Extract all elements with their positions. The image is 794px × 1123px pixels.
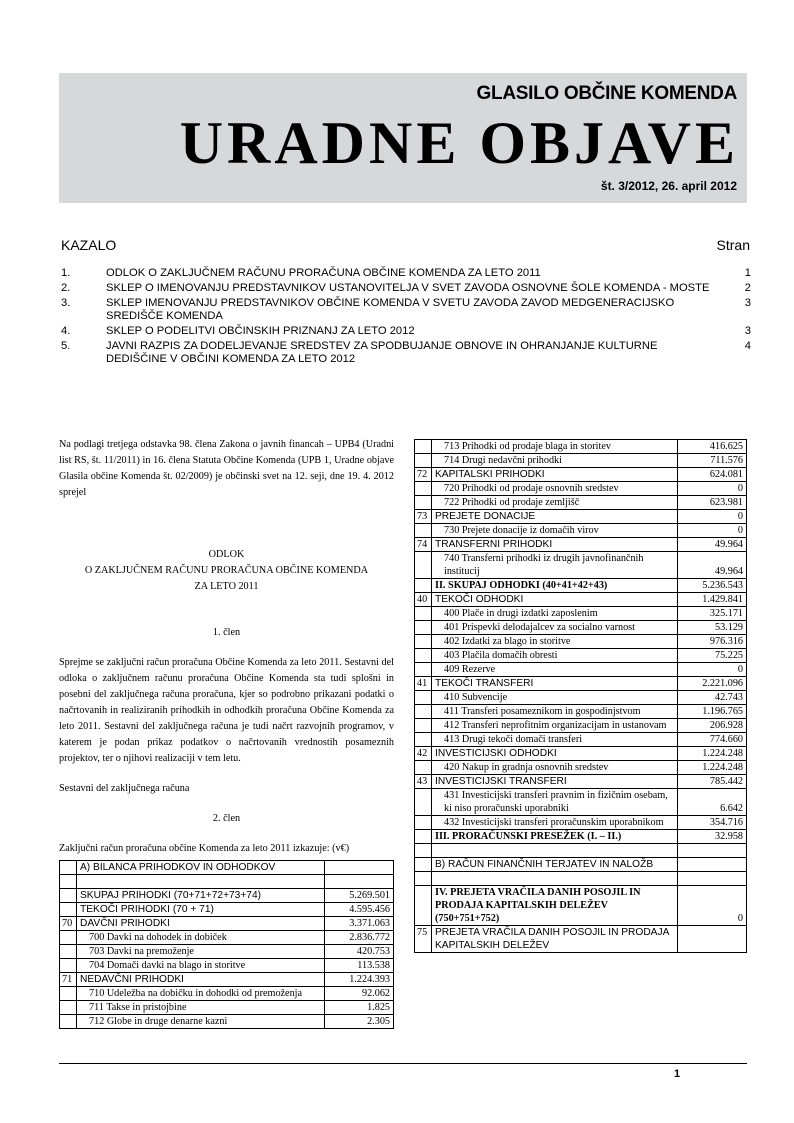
- account-value: [678, 844, 747, 858]
- account-value: 624.081: [678, 468, 747, 482]
- account-value: 206.928: [678, 719, 747, 733]
- account-label: TEKOČI PRIHODKI (70 + 71): [77, 903, 325, 917]
- article-2-heading: 2. člen: [212, 813, 241, 824]
- account-value: 0: [678, 510, 747, 524]
- account-code: [415, 621, 432, 635]
- account-code: [415, 454, 432, 468]
- toc-item-number: 2.: [61, 282, 71, 294]
- account-value: 416.625: [678, 440, 747, 454]
- table-row: [415, 621, 747, 635]
- account-value: 623.981: [678, 496, 747, 510]
- account-value: 354.716: [678, 816, 747, 830]
- account-label: IV. PREJETA VRAČILA DANIH POSOJIL IN PRODAJA KAPITALSKIH DELEŽEV (750+751+752): [432, 886, 678, 926]
- table-row: [415, 635, 747, 649]
- account-label: 410 Subvencije: [432, 691, 678, 705]
- table-row: [415, 719, 747, 733]
- account-value: 976.316: [678, 635, 747, 649]
- table-row: [415, 510, 747, 524]
- table-row: [415, 789, 747, 816]
- account-code: [415, 663, 432, 677]
- account-label: PREJETA VRAČILA DANIH POSOJIL IN PRODAJA KAPITALSKIH DELEŽEV: [432, 926, 678, 953]
- account-label: 431 Investicijski transferi pravnim in fizičnim osebam, ki niso proračunski uporabniki: [432, 789, 678, 816]
- account-label: 703 Davki na premoženje: [77, 945, 325, 959]
- account-label: 712 Globe in druge denarne kazni: [77, 1015, 325, 1029]
- account-code: [415, 649, 432, 663]
- table-row: [60, 875, 394, 889]
- account-label: 740 Transferni prihodki iz drugih javnofinančnih institucij: [432, 552, 678, 579]
- account-value: [678, 926, 747, 953]
- table-row: [415, 705, 747, 719]
- table-row: [415, 482, 747, 496]
- article-1-heading: 1. člen: [212, 627, 241, 638]
- account-label: 403 Plačila domačih obresti: [432, 649, 678, 663]
- account-label: 704 Domači davki na blago in storitve: [77, 959, 325, 973]
- publication-name: GLASILO OBČINE KOMENDA: [476, 83, 737, 104]
- account-label: 710 Udeležba na dobičku in dohodki od premoženja: [77, 987, 325, 1001]
- account-code: [415, 761, 432, 775]
- account-label: 722 Prihodki od prodaje zemljišč: [432, 496, 678, 510]
- account-code: 72: [415, 468, 432, 482]
- table-row: [415, 677, 747, 691]
- table-row: [60, 931, 394, 945]
- account-code: [60, 875, 77, 889]
- account-value: 1.224.393: [325, 973, 394, 987]
- table-of-contents: [61, 267, 751, 368]
- toc-item-number: 4.: [61, 325, 71, 337]
- toc-item-page: 3: [744, 297, 751, 309]
- masthead: [59, 73, 747, 203]
- account-value: 1.429.841: [678, 593, 747, 607]
- account-value: 3.371.063: [325, 917, 394, 931]
- account-label: INVESTICIJSKI ODHODKI: [432, 747, 678, 761]
- table-row: [415, 926, 747, 953]
- account-value: 420.753: [325, 945, 394, 959]
- toc-item[interactable]: [61, 340, 751, 366]
- account-value: [678, 858, 747, 872]
- account-label: DAVČNI PRIHODKI: [77, 917, 325, 931]
- account-code: [415, 482, 432, 496]
- table-row: [60, 945, 394, 959]
- account-value: 32.958: [678, 830, 747, 844]
- toc-item-title: SKLEP O IMENOVANJU PREDSTAVNIKOV USTANOVITELJA V SVET ZAVODA OSNOVNE ŠOLE KOMENDA - MOSTE: [106, 282, 710, 294]
- table-row: [415, 830, 747, 844]
- account-value: 6.642: [678, 789, 747, 816]
- account-value: 711.576: [678, 454, 747, 468]
- account-label: 411 Transferi posameznikom in gospodinjstvom: [432, 705, 678, 719]
- toc-heading: KAZALO: [61, 237, 117, 253]
- account-label: INVESTICIJSKI TRANSFERI: [432, 775, 678, 789]
- toc-item-page: 4: [744, 340, 751, 352]
- account-code: 42: [415, 747, 432, 761]
- table-row: [415, 761, 747, 775]
- budget-table-left: [59, 860, 394, 1029]
- account-code: [415, 816, 432, 830]
- account-code: [415, 858, 432, 872]
- left-column: [59, 437, 394, 857]
- account-value: 53.129: [678, 621, 747, 635]
- account-value: 1.224.248: [678, 747, 747, 761]
- toc-page-heading: Stran: [716, 237, 750, 253]
- account-label: KAPITALSKI PRIHODKI: [432, 468, 678, 482]
- table-row: [60, 889, 394, 903]
- account-label: NEDAVČNI PRIHODKI: [77, 973, 325, 987]
- account-value: [325, 875, 394, 889]
- account-code: [60, 1001, 77, 1015]
- account-code: 71: [60, 973, 77, 987]
- toc-item-number: 3.: [61, 297, 71, 309]
- account-code: [60, 1015, 77, 1029]
- account-value: 774.660: [678, 733, 747, 747]
- account-value: 2.221.096: [678, 677, 747, 691]
- table-row: [60, 1001, 394, 1015]
- account-label: 714 Drugi nedavčni prihodki: [432, 454, 678, 468]
- account-label: PREJETE DONACIJE: [432, 510, 678, 524]
- account-value: 1.196.765: [678, 705, 747, 719]
- account-value: 785.442: [678, 775, 747, 789]
- account-label: 400 Plače in drugi izdatki zaposlenim: [432, 607, 678, 621]
- table-row: [415, 691, 747, 705]
- sestavni-del-text: Sestavni del zaključnega računa: [59, 783, 190, 794]
- table-row: [415, 775, 747, 789]
- toc-item-title: SKLEP O PODELITVI OBČINSKIH PRIZNANJ ZA LETO 2012: [106, 325, 415, 337]
- table-row: [415, 886, 747, 926]
- account-value: 1.224.248: [678, 761, 747, 775]
- account-code: 75: [415, 926, 432, 953]
- account-label: 402 Izdatki za blago in storitve: [432, 635, 678, 649]
- account-label: 730 Prejete donacije iz domačih virov: [432, 524, 678, 538]
- table-row: [415, 552, 747, 579]
- account-code: [415, 440, 432, 454]
- account-value: [678, 872, 747, 886]
- account-value: 113.538: [325, 959, 394, 973]
- account-value: 75.225: [678, 649, 747, 663]
- account-value: 49.964: [678, 538, 747, 552]
- toc-item-page: 2: [744, 282, 751, 294]
- account-code: [415, 733, 432, 747]
- toc-item-number: 5.: [61, 340, 71, 352]
- account-label: 711 Takse in pristojbine: [77, 1001, 325, 1015]
- account-label: TEKOČI ODHODKI: [432, 593, 678, 607]
- intro-paragraph: Na podlagi tretjega odstavka 98. člena Zakona o javnih financah – UPB4 (Uradni list RS, št. 11/2011) in 16. člena Statuta Občine Komenda (UPB 1, Uradne objave Glasila občine Komenda št. 02/2009) je občinski svet na 12. seji, dne 19. 4. 2012 sprejel: [59, 439, 394, 498]
- account-label: II. SKUPAJ ODHODKI (40+41+42+43): [432, 579, 678, 593]
- table-row: [60, 973, 394, 987]
- toc-item-page: 1: [744, 267, 751, 279]
- account-label: 409 Rezerve: [432, 663, 678, 677]
- table-row: [60, 987, 394, 1001]
- account-code: [415, 789, 432, 816]
- account-code: 43: [415, 775, 432, 789]
- account-label: 420 Nakup in gradnja osnovnih sredstev: [432, 761, 678, 775]
- account-value: 5.269.501: [325, 889, 394, 903]
- account-value: 0: [678, 886, 747, 926]
- account-label: TEKOČI TRANSFERI: [432, 677, 678, 691]
- account-code: 70: [60, 917, 77, 931]
- account-code: 74: [415, 538, 432, 552]
- account-code: [60, 889, 77, 903]
- table-row: [415, 663, 747, 677]
- account-code: [415, 830, 432, 844]
- page-title: URADNE OBJAVE: [179, 110, 739, 176]
- account-code: 40: [415, 593, 432, 607]
- account-label: [432, 844, 678, 858]
- toc-item-number: 1.: [61, 267, 71, 279]
- toc-item-title: ODLOK O ZAKLJUČNEM RAČUNU PRORAČUNA OBČINE KOMENDA ZA LETO 2011: [106, 267, 541, 279]
- account-value: 0: [678, 524, 747, 538]
- table-row: [60, 861, 394, 875]
- account-value: 0: [678, 663, 747, 677]
- account-label: SKUPAJ PRIHODKI (70+71+72+73+74): [77, 889, 325, 903]
- table-row: [415, 538, 747, 552]
- table-row: [60, 903, 394, 917]
- account-label: 412 Transferi neprofitnim organizacijam in ustanovam: [432, 719, 678, 733]
- toc-item-title: SKLEP IMENOVANJU PREDSTAVNIKOV OBČINE KOMENDA V SVETU ZAVODA ZAVOD MEDGENERACIJSKO SREDIŠČE KOMENDA: [106, 297, 675, 322]
- toc-item-page: 3: [744, 325, 751, 337]
- toc-item[interactable]: [61, 297, 751, 323]
- table-row: [415, 496, 747, 510]
- account-code: [60, 931, 77, 945]
- footer-divider: [59, 1063, 747, 1064]
- account-code: [415, 607, 432, 621]
- account-code: [415, 719, 432, 733]
- account-value: 42.743: [678, 691, 747, 705]
- table-row: [415, 649, 747, 663]
- account-code: [415, 496, 432, 510]
- account-label: 720 Prihodki od prodaje osnovnih sredstev: [432, 482, 678, 496]
- table-row: [415, 733, 747, 747]
- table-row: [60, 917, 394, 931]
- account-code: 41: [415, 677, 432, 691]
- account-value: 2.836.772: [325, 931, 394, 945]
- account-code: [415, 635, 432, 649]
- account-label: 432 Investicijski transferi proračunskim uporabnikom: [432, 816, 678, 830]
- table-row: [415, 524, 747, 538]
- account-value: 92.062: [325, 987, 394, 1001]
- account-code: [415, 844, 432, 858]
- table-row: [60, 959, 394, 973]
- toc-item-title: JAVNI RAZPIS ZA DODELJEVANJE SREDSTEV ZA SPODBUJANJE OBNOVE IN OHRANJANJE KULTURNE DEDIŠČINE V OBČINI KOMENDA ZA LETO 2012: [106, 340, 658, 365]
- account-code: 73: [415, 510, 432, 524]
- table-row: [415, 858, 747, 872]
- account-code: [60, 861, 77, 875]
- table-row: [415, 747, 747, 761]
- account-value: 325.171: [678, 607, 747, 621]
- odlok-title: ODLOK: [208, 549, 245, 560]
- account-label: B) RAČUN FINANČNIH TERJATEV IN NALOŽB: [432, 858, 678, 872]
- table-row: [415, 440, 747, 454]
- table-row: [415, 468, 747, 482]
- account-value: 5.236.543: [678, 579, 747, 593]
- account-code: [60, 903, 77, 917]
- table-row: [415, 579, 747, 593]
- table-row: [415, 607, 747, 621]
- account-label: III. PRORAČUNSKI PRESEŽEK (I. – II.): [432, 830, 678, 844]
- account-label: A) BILANCA PRIHODKOV IN ODHODKOV: [77, 861, 325, 875]
- account-code: [415, 524, 432, 538]
- account-value: 2.305: [325, 1015, 394, 1029]
- account-code: [60, 945, 77, 959]
- account-code: [60, 959, 77, 973]
- account-value: 4.595.456: [325, 903, 394, 917]
- account-value: [325, 861, 394, 875]
- toc-item[interactable]: [61, 282, 751, 295]
- account-label: 700 Davki na dohodek in dobiček: [77, 931, 325, 945]
- table-row: [415, 593, 747, 607]
- account-label: TRANSFERNI PRIHODKI: [432, 538, 678, 552]
- account-label: 713 Prihodki od prodaje blaga in storitev: [432, 440, 678, 454]
- account-value: 1.825: [325, 1001, 394, 1015]
- odlok-subtitle: O ZAKLJUČNEM RAČUNU PRORAČUNA OBČINE KOMENDA: [84, 565, 369, 576]
- budget-table-right: [414, 439, 747, 953]
- toc-item[interactable]: [61, 325, 751, 338]
- table-row: [415, 454, 747, 468]
- account-value: 49.964: [678, 552, 747, 579]
- table-row: [60, 1015, 394, 1029]
- article-1-text: Sprejme se zaključni račun proračuna Občine Komenda za leto 2011. Sestavni del odloka o zaključnem računu proračuna Občine Komenda sta tudi splošni in posebni del zaključnega računa proračuna, kjer so podrobno prikazani podatki o načrtovanih in realiziranih prihodkih in odhodkih proračuna Občine Komenda za leto 2011. Sestavni del zaključnega računa je tudi načrt razvojnih programov, v katerem je podan prikaz podatkov o načrtovanih vrednostih posameznih projektov, ter o njihovi realizaciji v tem letu.: [59, 657, 394, 764]
- toc-item[interactable]: [61, 267, 751, 280]
- account-code: [415, 705, 432, 719]
- account-label: 413 Drugi tekoči domači transferi: [432, 733, 678, 747]
- account-code: [60, 987, 77, 1001]
- account-code: [415, 552, 432, 579]
- table-row: [415, 844, 747, 858]
- article-2-text: Zaključni račun proračuna občine Komenda za leto 2011 izkazuje: (v€): [59, 843, 350, 854]
- table-row: [415, 816, 747, 830]
- account-code: [415, 886, 432, 926]
- page-number: 1: [674, 1068, 681, 1080]
- account-code: [415, 579, 432, 593]
- account-label: [77, 875, 325, 889]
- table-row: [415, 872, 747, 886]
- odlok-year: ZA LETO 2011: [194, 581, 259, 592]
- issue-date: št. 3/2012, 26. april 2012: [600, 179, 737, 193]
- account-value: 0: [678, 482, 747, 496]
- account-label: 401 Prispevki delodajalcev za socialno varnost: [432, 621, 678, 635]
- account-code: [415, 872, 432, 886]
- account-code: [415, 691, 432, 705]
- account-label: [432, 872, 678, 886]
